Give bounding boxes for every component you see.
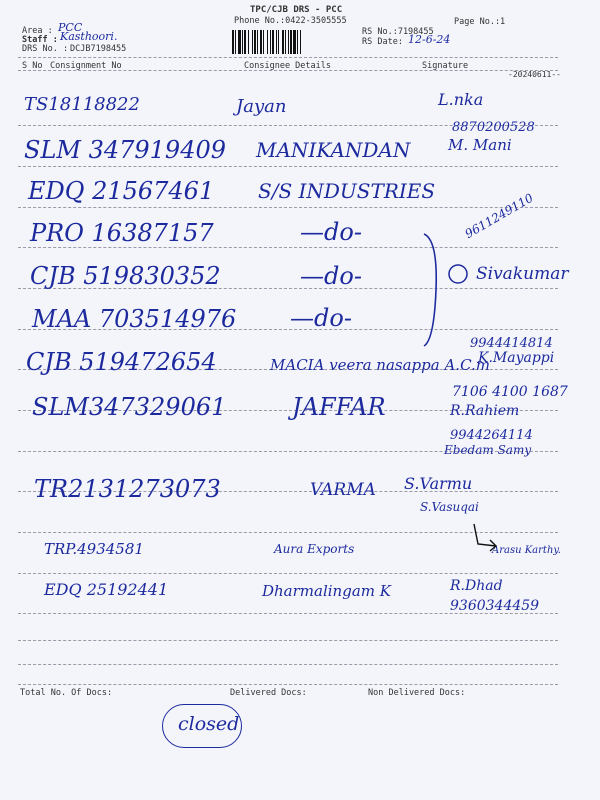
- consignee-name: MACIA veera nasappa A.C.m: [270, 356, 490, 374]
- area-value: PCC: [58, 21, 83, 34]
- signature: Ebedam Samy: [444, 443, 532, 457]
- consignee-name: —do-: [300, 262, 362, 290]
- rs-date-label: RS Date:: [362, 37, 403, 47]
- consignment-number: EDQ 25192441: [44, 580, 169, 599]
- consignee-name: Aura Exports: [274, 542, 355, 556]
- phone-number: 9944414814: [470, 336, 553, 351]
- divider: [18, 70, 558, 71]
- divider: [18, 57, 558, 58]
- signature: S.Varmu: [404, 474, 473, 493]
- consignment-number: PRO 16387157: [30, 219, 214, 247]
- signature: R.Rahiem: [450, 403, 520, 419]
- phone-number: 8870200528: [452, 120, 535, 135]
- column-signature: Signature: [422, 61, 469, 71]
- signature: R.Dhad: [450, 578, 503, 594]
- bracket-mark: [422, 230, 452, 348]
- signature: L.nka: [438, 90, 484, 109]
- consignee-name: —do-: [300, 218, 362, 246]
- total-docs-label: Total No. Of Docs:: [20, 688, 113, 698]
- signature: K.Mayappi: [478, 350, 555, 366]
- consignment-number: TS18118822: [24, 94, 140, 115]
- consignment-number: CJB 519830352: [30, 262, 221, 290]
- signature-secondary: S.Vasuqai: [420, 500, 479, 514]
- consignment-number: SLM347329061: [32, 393, 227, 421]
- page-number: Page No.:1: [454, 17, 506, 27]
- consignee-name: JAFFAR: [292, 393, 386, 421]
- consignment-number: TR2131273073: [34, 475, 221, 503]
- signature: Arasu Karthy.: [492, 545, 561, 556]
- area-label: Area :: [22, 26, 53, 36]
- arrow-mark: [470, 522, 500, 554]
- consignment-number: SLM 347919409: [24, 136, 227, 164]
- non-delivered-docs-label: Non Delivered Docs:: [368, 688, 466, 698]
- closed-note: closed: [178, 713, 240, 735]
- sheet-title: TPC/CJB DRS - PCC: [250, 5, 343, 15]
- consignee-name: Dharmalingam K: [262, 582, 391, 600]
- barcode-image: [232, 30, 356, 54]
- drs-value: DCJB7198455: [70, 44, 127, 54]
- column-consignment: Consignment No: [50, 61, 122, 71]
- phone-number: Phone No.:0422-3505555: [234, 16, 347, 26]
- rs-number: RS No.:7198455: [362, 27, 434, 37]
- column-consignee: Consignee Details: [244, 61, 331, 71]
- delivered-docs-label: Delivered Docs:: [230, 688, 307, 698]
- phone-number: 9360344459: [450, 598, 540, 614]
- consignee-name: MANIKANDAN: [256, 138, 411, 162]
- drs-label: DRS No. :: [22, 44, 69, 54]
- column-sno: S No: [22, 61, 43, 71]
- date-stamp: -20240611--: [508, 70, 561, 79]
- consignment-number: EDQ 21567461: [28, 177, 215, 205]
- consignment-number: MAA 703514976: [32, 305, 237, 333]
- initial-mark: [446, 262, 470, 286]
- consignee-name: —do-: [290, 304, 352, 332]
- consignment-number: TRP.4934581: [44, 540, 144, 558]
- staff-value: Kasthoori.: [60, 30, 118, 43]
- consignee-name: S/S INDUSTRIES: [258, 179, 436, 203]
- phone-number: 7106 4100 1687: [452, 384, 568, 400]
- signature: Sivakumar: [476, 264, 569, 284]
- consignee-name: VARMA: [310, 480, 376, 500]
- rs-date-value: 12-6-24: [408, 33, 451, 46]
- staff-label: Staff :: [22, 35, 58, 45]
- consignee-name: Jayan: [236, 96, 287, 117]
- consignment-number: CJB 519472654: [26, 348, 217, 376]
- phone-number: 9944264114: [450, 428, 533, 443]
- signature: M. Mani: [448, 136, 512, 154]
- signature: 9611249110: [462, 190, 536, 242]
